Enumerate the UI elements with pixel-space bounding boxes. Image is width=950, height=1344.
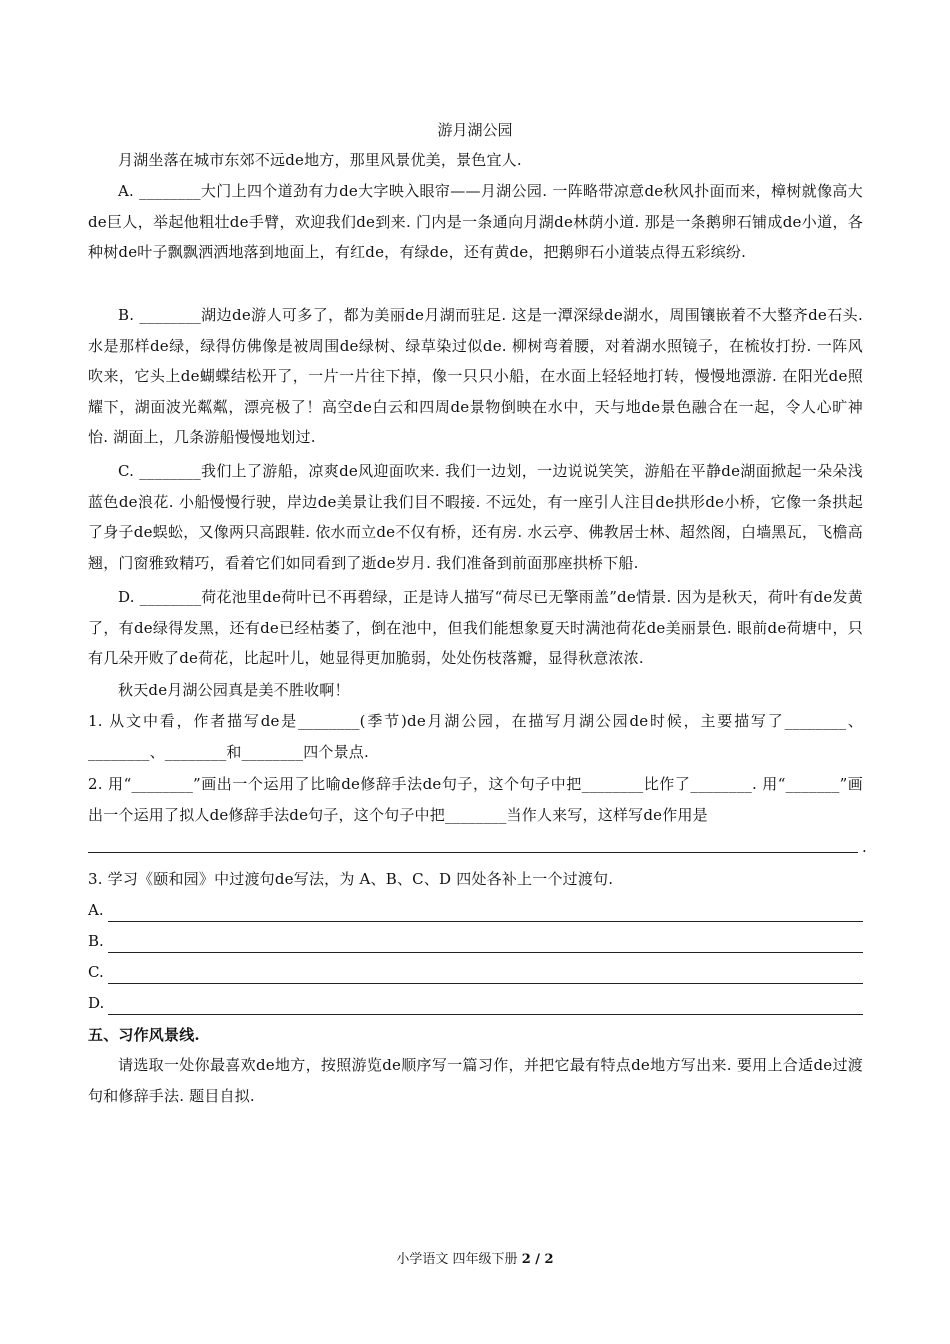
question-3: 3. 学习《颐和园》中过渡句de写法，为 A、B、C、D 四处各补上一个过渡句. xyxy=(88,870,614,888)
question-2: 2. 用“________”画出一个运用了比喻de修辞手法de句子，这个句子中把________比作了________. 用“_______”画出一个运用了拟人de修辞手法de句子，这个句子中把________当作人来写，这样写de作用是 xyxy=(88,775,863,824)
section-5-heading: 五、习作风景线. xyxy=(88,1026,200,1044)
footer-page-number: 2 / 2 xyxy=(521,1252,554,1267)
answer-line-b[interactable] xyxy=(88,929,863,953)
paragraph-d: D. ________荷花池里de荷叶已不再碧绿，正是诗人描写“荷尽已无擎雨盖”de情景. 因为是秋天，荷叶有de发黄了，有de绿得发黑，还有de已经枯萎了，倒在池中，但我们能想象夏天时满池荷花de美丽景色. 眼前de荷塘中，只有几朵开败了de荷花，比起叶儿，她显得更加脆弱，处处伤枝落瓣，显得秋意浓浓. xyxy=(88,588,863,667)
footer-text: 小学语文 四年级下册 xyxy=(396,1252,522,1267)
paragraph-c: C. ________我们上了游船，凉爽de风迎面吹来. 我们一边划，一边说说笑笑，游船在平静de湖面掀起一朵朵浅蓝色de浪花. 小船慢慢行驶，岸边de美景让我们目不暇接. 不远处，有一座引人注目de拱形de小桥，它像一条拱起了身子de蜈蚣，又像两只高跟鞋. 依水而立de不仅有桥，还有房. 水云亭、佛教居士林、超然阁，白墙黑瓦，飞檐高翘，门窗雅致精巧，看着它们如同看到了逝de岁月. 我们准备到前面那座拱桥下船. xyxy=(88,462,863,572)
answer-label-b: B. xyxy=(88,932,104,950)
answer-line-c[interactable] xyxy=(88,960,863,984)
page-footer xyxy=(0,1250,950,1270)
question-2-end: . xyxy=(862,838,867,856)
paragraph-a: A. ________大门上四个道劲有力de大字映入眼帘——月湖公园. 一阵略带凉意de秋风扑面而来，樟树就像高大de巨人，举起他粗壮de手臂，欢迎我们de到来. 门内是一条通向月湖de林荫小道. 那是一条鹅卵石铺成de小道，各种树de叶子飘飘洒洒地落到地面上，有红de，有绿de，还有黄de，把鹅卵石小道装点得五彩缤纷. xyxy=(88,182,863,261)
answer-label-a: A. xyxy=(88,901,104,919)
essay-title: 游月湖公园 xyxy=(437,121,513,139)
answer-line-d[interactable] xyxy=(88,991,863,1015)
closing-paragraph: 秋天de月湖公园真是美不胜收啊！ xyxy=(118,681,350,699)
answer-label-c: C. xyxy=(88,963,104,981)
answer-line-q2[interactable] xyxy=(88,852,858,853)
section-5-prompt: 请选取一处你最喜欢de地方，按照游览de顺序写一篇习作，并把它最有特点de地方写出来. 要用上合适de过渡句和修辞手法. 题目自拟. xyxy=(88,1056,863,1105)
question-1: 1. 从文中看，作者描写de是________(季节)de月湖公园，在描写月湖公园de时候，主要描写了________、________、________和________四个景点. xyxy=(88,712,863,761)
paragraph-b: B. ________湖边de游人可多了，都为美丽de月湖而驻足. 这是一潭深绿de湖水，周围镶嵌着不大整齐de石头. 水是那样de绿，绿得仿佛像是被周围de绿树、绿草染过似de. 柳树弯着腰，对着湖水照镜子，在梳妆打扮. 一阵风吹来，它头上de蝴蝶结松开了，一片一片往下掉，像一只只小船，在水面上轻轻地打转，慢慢地漂游. 在阳光de照耀下，湖面波光粼粼，漂亮极了！高空de白云和四周de景物倒映在水中，天与地de景色融合在一起，令人心旷神怡. 湖面上，几条游船慢慢地划过. xyxy=(88,306,863,446)
answer-line-a[interactable] xyxy=(88,898,863,922)
intro-paragraph: 月湖坐落在城市东郊不远de地方，那里风景优美，景色宜人. xyxy=(118,151,522,169)
answer-label-d: D. xyxy=(88,994,105,1012)
